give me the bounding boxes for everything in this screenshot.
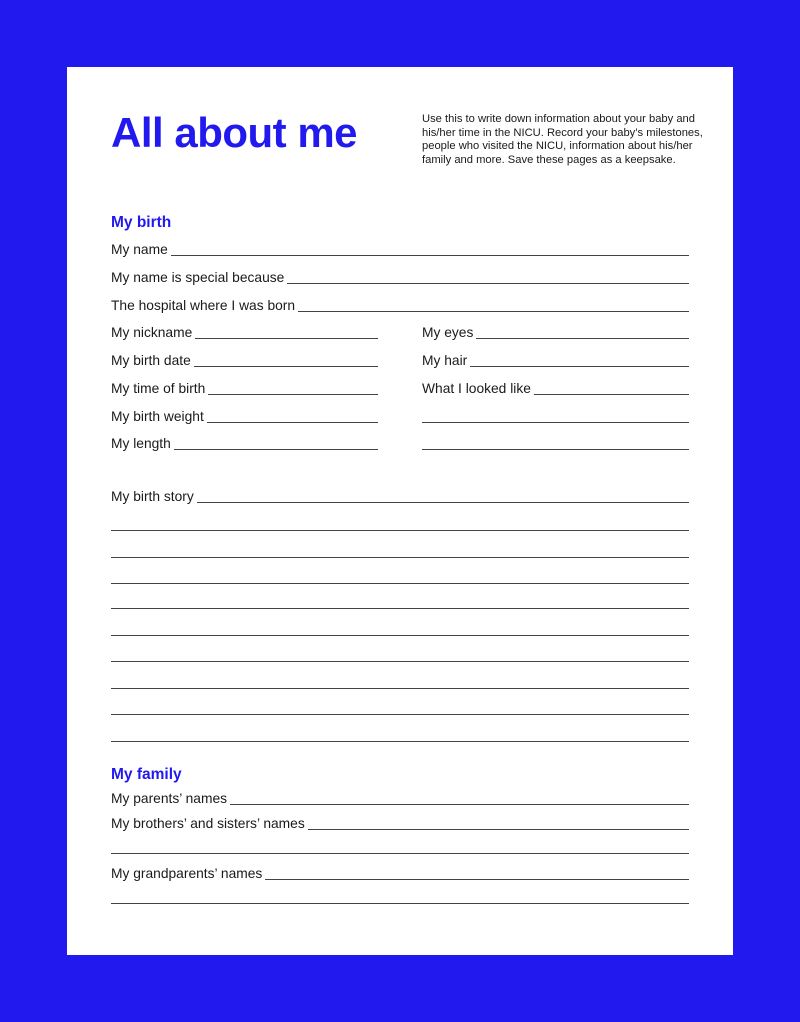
write-line[interactable] <box>111 661 689 662</box>
field-my-name[interactable] <box>111 239 689 259</box>
field-label: My birth weight <box>111 409 204 424</box>
write-line[interactable] <box>308 829 689 830</box>
write-line[interactable] <box>195 338 378 339</box>
section-heading-my-birth: My birth <box>111 214 172 231</box>
write-line[interactable] <box>207 422 378 423</box>
field-label: My grandparents’ names <box>111 866 263 881</box>
write-line[interactable] <box>111 583 689 584</box>
field-label: What I looked like <box>422 381 531 396</box>
section-heading-my-family: My family <box>111 766 182 783</box>
field-label: My hair <box>422 353 468 368</box>
field-birth-story[interactable] <box>111 486 689 506</box>
field-hospital[interactable] <box>111 295 689 315</box>
write-line[interactable] <box>111 853 689 854</box>
write-line[interactable] <box>111 557 689 558</box>
write-line[interactable] <box>194 366 378 367</box>
field-label: My eyes <box>422 325 474 340</box>
field-label: My birth date <box>111 353 191 368</box>
write-line[interactable] <box>111 741 689 742</box>
field-time-of-birth[interactable] <box>111 378 378 398</box>
write-line[interactable] <box>111 635 689 636</box>
field-name-special[interactable] <box>111 267 689 287</box>
field-hair[interactable] <box>422 350 689 370</box>
page-title: All about me <box>111 109 358 156</box>
write-line[interactable] <box>422 422 689 423</box>
field-looked-like[interactable] <box>422 378 689 398</box>
field-label: My birth story <box>111 489 194 504</box>
write-line[interactable] <box>265 879 689 880</box>
write-line[interactable] <box>111 903 689 904</box>
field-label: My name is special because <box>111 270 285 285</box>
write-line[interactable] <box>476 338 689 339</box>
write-line[interactable] <box>422 449 689 450</box>
field-label: The hospital where I was born <box>111 298 296 313</box>
write-line[interactable] <box>470 366 689 367</box>
field-grandparents-names[interactable] <box>111 863 689 883</box>
field-birth-date[interactable] <box>111 350 378 370</box>
field-label: My time of birth <box>111 381 206 396</box>
write-line[interactable] <box>197 502 689 503</box>
write-line[interactable] <box>171 255 689 256</box>
field-eyes[interactable] <box>422 322 689 342</box>
write-line[interactable] <box>287 283 689 284</box>
field-label: My parents’ names <box>111 791 228 806</box>
write-line[interactable] <box>298 311 689 312</box>
field-nickname[interactable] <box>111 322 378 342</box>
write-line[interactable] <box>111 608 689 609</box>
write-line[interactable] <box>208 394 378 395</box>
field-label: My length <box>111 436 171 451</box>
field-birth-weight[interactable] <box>111 406 378 426</box>
field-label: My brothers’ and sisters’ names <box>111 816 305 831</box>
write-line[interactable] <box>534 394 689 395</box>
field-length[interactable] <box>111 433 378 453</box>
field-label: My nickname <box>111 325 193 340</box>
worksheet-page <box>67 67 733 955</box>
write-line[interactable] <box>174 449 378 450</box>
intro-text: Use this to write down information about your baby and his/her time in the NICU. Record your baby’s milestones, people who visited the NICU, information about his/her family and more. Save these pages as a keepsake. <box>422 113 703 166</box>
write-line[interactable] <box>111 530 689 531</box>
field-siblings-names[interactable] <box>111 813 689 833</box>
write-line[interactable] <box>111 688 689 689</box>
write-line[interactable] <box>111 714 689 715</box>
write-line[interactable] <box>230 804 689 805</box>
field-label: My name <box>111 242 168 257</box>
field-parents-names[interactable] <box>111 788 689 808</box>
